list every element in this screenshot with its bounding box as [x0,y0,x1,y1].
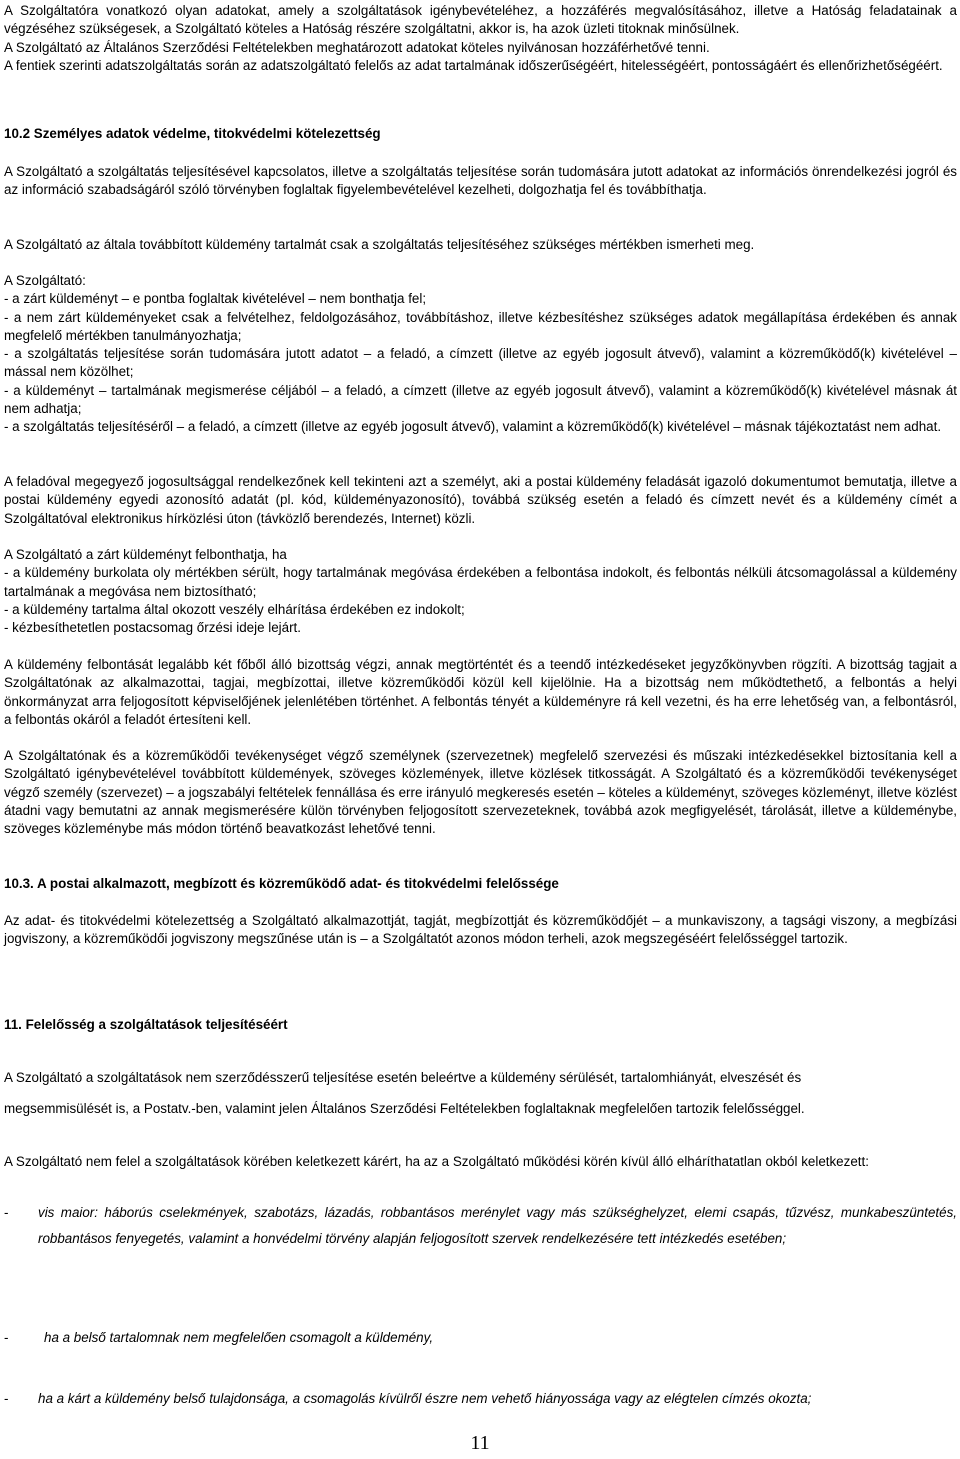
section-11-paragraph-2: megsemmisülését is, a Postatv.-ben, valamint jelen Általános Szerződési Feltételekben foglaltaknak megfelelően tartozik felelősséggel. [4,1101,805,1116]
exemption-item-text: vis maior: háborús cselekmények, szabotázs, lázadás, robbantásos merénylet vagy más szükséghelyzet, elemi csapás, tűzvész, munkabeszüntetés, robbantásos fenyegetés, valamint a honvédelmi törvény alapján feljogosított szervek rendelkezésére tett intézkedés esetében; [38,1205,957,1246]
exemption-item [4,1325,957,1351]
obligations-intro: A Szolgáltató: [4,273,86,288]
exemption-item [4,1386,957,1412]
section-10-2-paragraph-3: A feladóval megegyező jogosultsággal rendelkezőnek kell tekinteni azt a személyt, aki a postai küldemény feladását igazoló dokumentumot bemutatja, illetve a postai küldemény egyedi azonosító adatát (pl. kód, küldeményazonosító), továbbá szükség esetén a feladó és címzett nevét és a küldemény címét a Szolgáltatóval elektronikus hírközlési úton (távközlő berendezés, Internet) közli. [4,474,957,526]
page-number: 11 [470,1432,490,1454]
section-heading-10-3: 10.3. A postai alkalmazott, megbízott és közreműködő adat- és titokvédelmi felelőssége [4,876,559,891]
intro-paragraph-3: A fentiek szerinti adatszolgáltatás során az adatszolgáltató felelős az adat tartalmának időszerűségéért, hitelességéért, pontosságáért és ellenőrizhetőségéért. [4,57,943,73]
list-item: - a szolgáltatás teljesítéséről – a feladó, a címzett (illetve az egyéb jogosult átvevő), valamint a közreműködő(k) kivételével – másnak tájékoztatást nem adhat. [4,419,942,435]
list-dash: - [4,1391,9,1406]
opening-conditions-list [4,546,957,637]
list-item: - a küldemény tartalma által okozott veszély elhárítása érdekében ez indokolt; [4,601,465,617]
section-10-3-paragraph-1: Az adat- és titokvédelmi kötelezettség a Szolgáltató alkalmazottját, tagját, megbízottját és közreműködőjét – a munkaviszony, a tagsági viszony, a megbízási jogviszony, a közreműködői jogviszony megszűnése után is – a Szolgáltatót azonos módon terheli, azok megszegéséért felelősséggel tartozik. [4,913,957,947]
list-dash: - [4,1205,9,1220]
exemption-item-text: ha a kárt a küldemény belső tulajdonsága, a csomagolás kívülről észre nem vehető hiányossága vagy az elégtelen címzés okozta; [38,1391,812,1406]
intro-paragraph-1: A Szolgáltatóra vonatkozó olyan adatokat, amely a szolgáltatások igénybevételéhez, a hozzáférés megvalósításához, illetve a Hatóság feladatainak a végzéséhez szükségesek, a Szolgáltató köteles a Hatóság részére szolgáltatni, akkor is, ha azok üzleti titoknak minősülnek. [4,3,957,37]
list-item: - a szolgáltatás teljesítése során tudomására jutott adatot – a feladó, a címzett (illetve az egyéb jogosult átvevő), valamint a közreműködő(k) kivételével – mással nem közölhet; [4,346,957,380]
intro-block [4,2,957,75]
section-10-2-paragraph-1: A Szolgáltató a szolgáltatás teljesítésével kapcsolatos, illetve a szolgáltatás teljesítése során tudomására jutott adatokat az információs önrendelkezési jogról és az információ szabadságáról szóló törvényben foglaltak figyelembevételével kezelheti, dolgozhatja fel és továbbíthatja. [4,164,957,198]
section-heading-10-2: 10.2 Személyes adatok védelme, titokvédelmi kötelezettség [4,126,381,141]
section-10-2-paragraph-4: A küldemény felbontását legalább két főből álló bizottság végzi, annak megtörténtét és a teendő intézkedéseket jegyzőkönyvben rögzíti. A bizottság tagjait a Szolgáltatónak az alkalmazottai, tagjai, megbízottai, illetve közreműködői közül kell kijelölnie. Ha a bizottság nem működtethető, a felbontás a helyi önkormányzat arra feljogosított képviselőjének jelenlétében történhet. A felbontás tényét a küldeményre rá kell vezetni, és ha erre lehetőség van, a felbontásról, a felbontás okáról a feladót értesíteni kell. [4,657,957,727]
opening-intro: A Szolgáltató a zárt küldeményt felbonthatja, ha [4,547,287,562]
section-10-2-paragraph-5: A Szolgáltatónak és a közreműködői tevékenységet végző személynek (szervezetnek) megfelelő szervezési és műszaki intézkedésekkel biztosítania kell a Szolgáltató igénybevételével továbbított küldemények, szöveges közlemények, illetve közlések titkosságát. A Szolgáltató és a közreműködői tevékenységet végző személy (szervezet) – a jogszabályi feltételek fennállása és erre irányuló megkeresés esetén – köteles a küldeményt, szöveges közleményt, illetve közlést átadni vagy bemutatni az annak megismerésére külön törvényben feljogosított szervezeteknek, továbbá azok megfigyelését, tárolását, illetve a küldeménybe, szöveges közleménybe más módon történő beavatkozást lehetővé tenni. [4,748,957,837]
list-item: - a küldeményt – tartalmának megismerése céljából – a feladó, a címzett (illetve az egyéb jogosult átvevő), valamint a közreműködő(k) kivételével másnak át nem adhatja; [4,382,957,417]
list-item: - a küldemény burkolata oly mértékben sérült, hogy tartalmának megóvása érdekében a felbontása indokolt, és felbontás nélküli átcsomagolással a küldemény tartalmának a megóvása nem biztosítható; [4,565,957,599]
obligations-list [4,272,957,437]
exemption-item [4,1200,957,1252]
section-heading-11: 11. Felelősség a szolgáltatások teljesítéséért [4,1017,288,1032]
list-item: - a zárt küldeményt – e pontba foglaltak kivételével – nem bonthatja fel; [4,291,427,307]
section-11-paragraph-3: A Szolgáltató nem felel a szolgáltatások körében keletkezett kárért, ha az a Szolgáltató működési körén kívül álló elháríthatatlan okból keletkezett: [4,1154,869,1169]
section-10-2-paragraph-2: A Szolgáltató az általa továbbított küldemény tartalmát csak a szolgáltatás teljesítéséhez szükséges mértékben ismerheti meg. [4,237,755,252]
section-11-paragraph-1: A Szolgáltató a szolgáltatások nem szerződésszerű teljesítése esetén beleértve a küldemény sérülését, tartalomhiányát, elveszését és [4,1070,802,1085]
exemption-item-text: ha a belső tartalomnak nem megfelelően csomagolt a küldemény, [44,1330,434,1345]
list-item: - kézbesíthetetlen postacsomag őrzési ideje lejárt. [4,620,301,636]
list-dash: - [4,1330,9,1345]
intro-paragraph-2: A Szolgáltató az Általános Szerződési Feltételekben meghatározott adatokat köteles nyilvánosan hozzáférhetővé tenni. [4,39,710,55]
list-item: - a nem zárt küldeményeket csak a felvételhez, feldolgozásához, továbbításhoz, illetve kézbesítéshez szükséges adatok megállapítása érdekében és annak megfelelő mértékben tanulmányozhatja; [4,309,957,343]
